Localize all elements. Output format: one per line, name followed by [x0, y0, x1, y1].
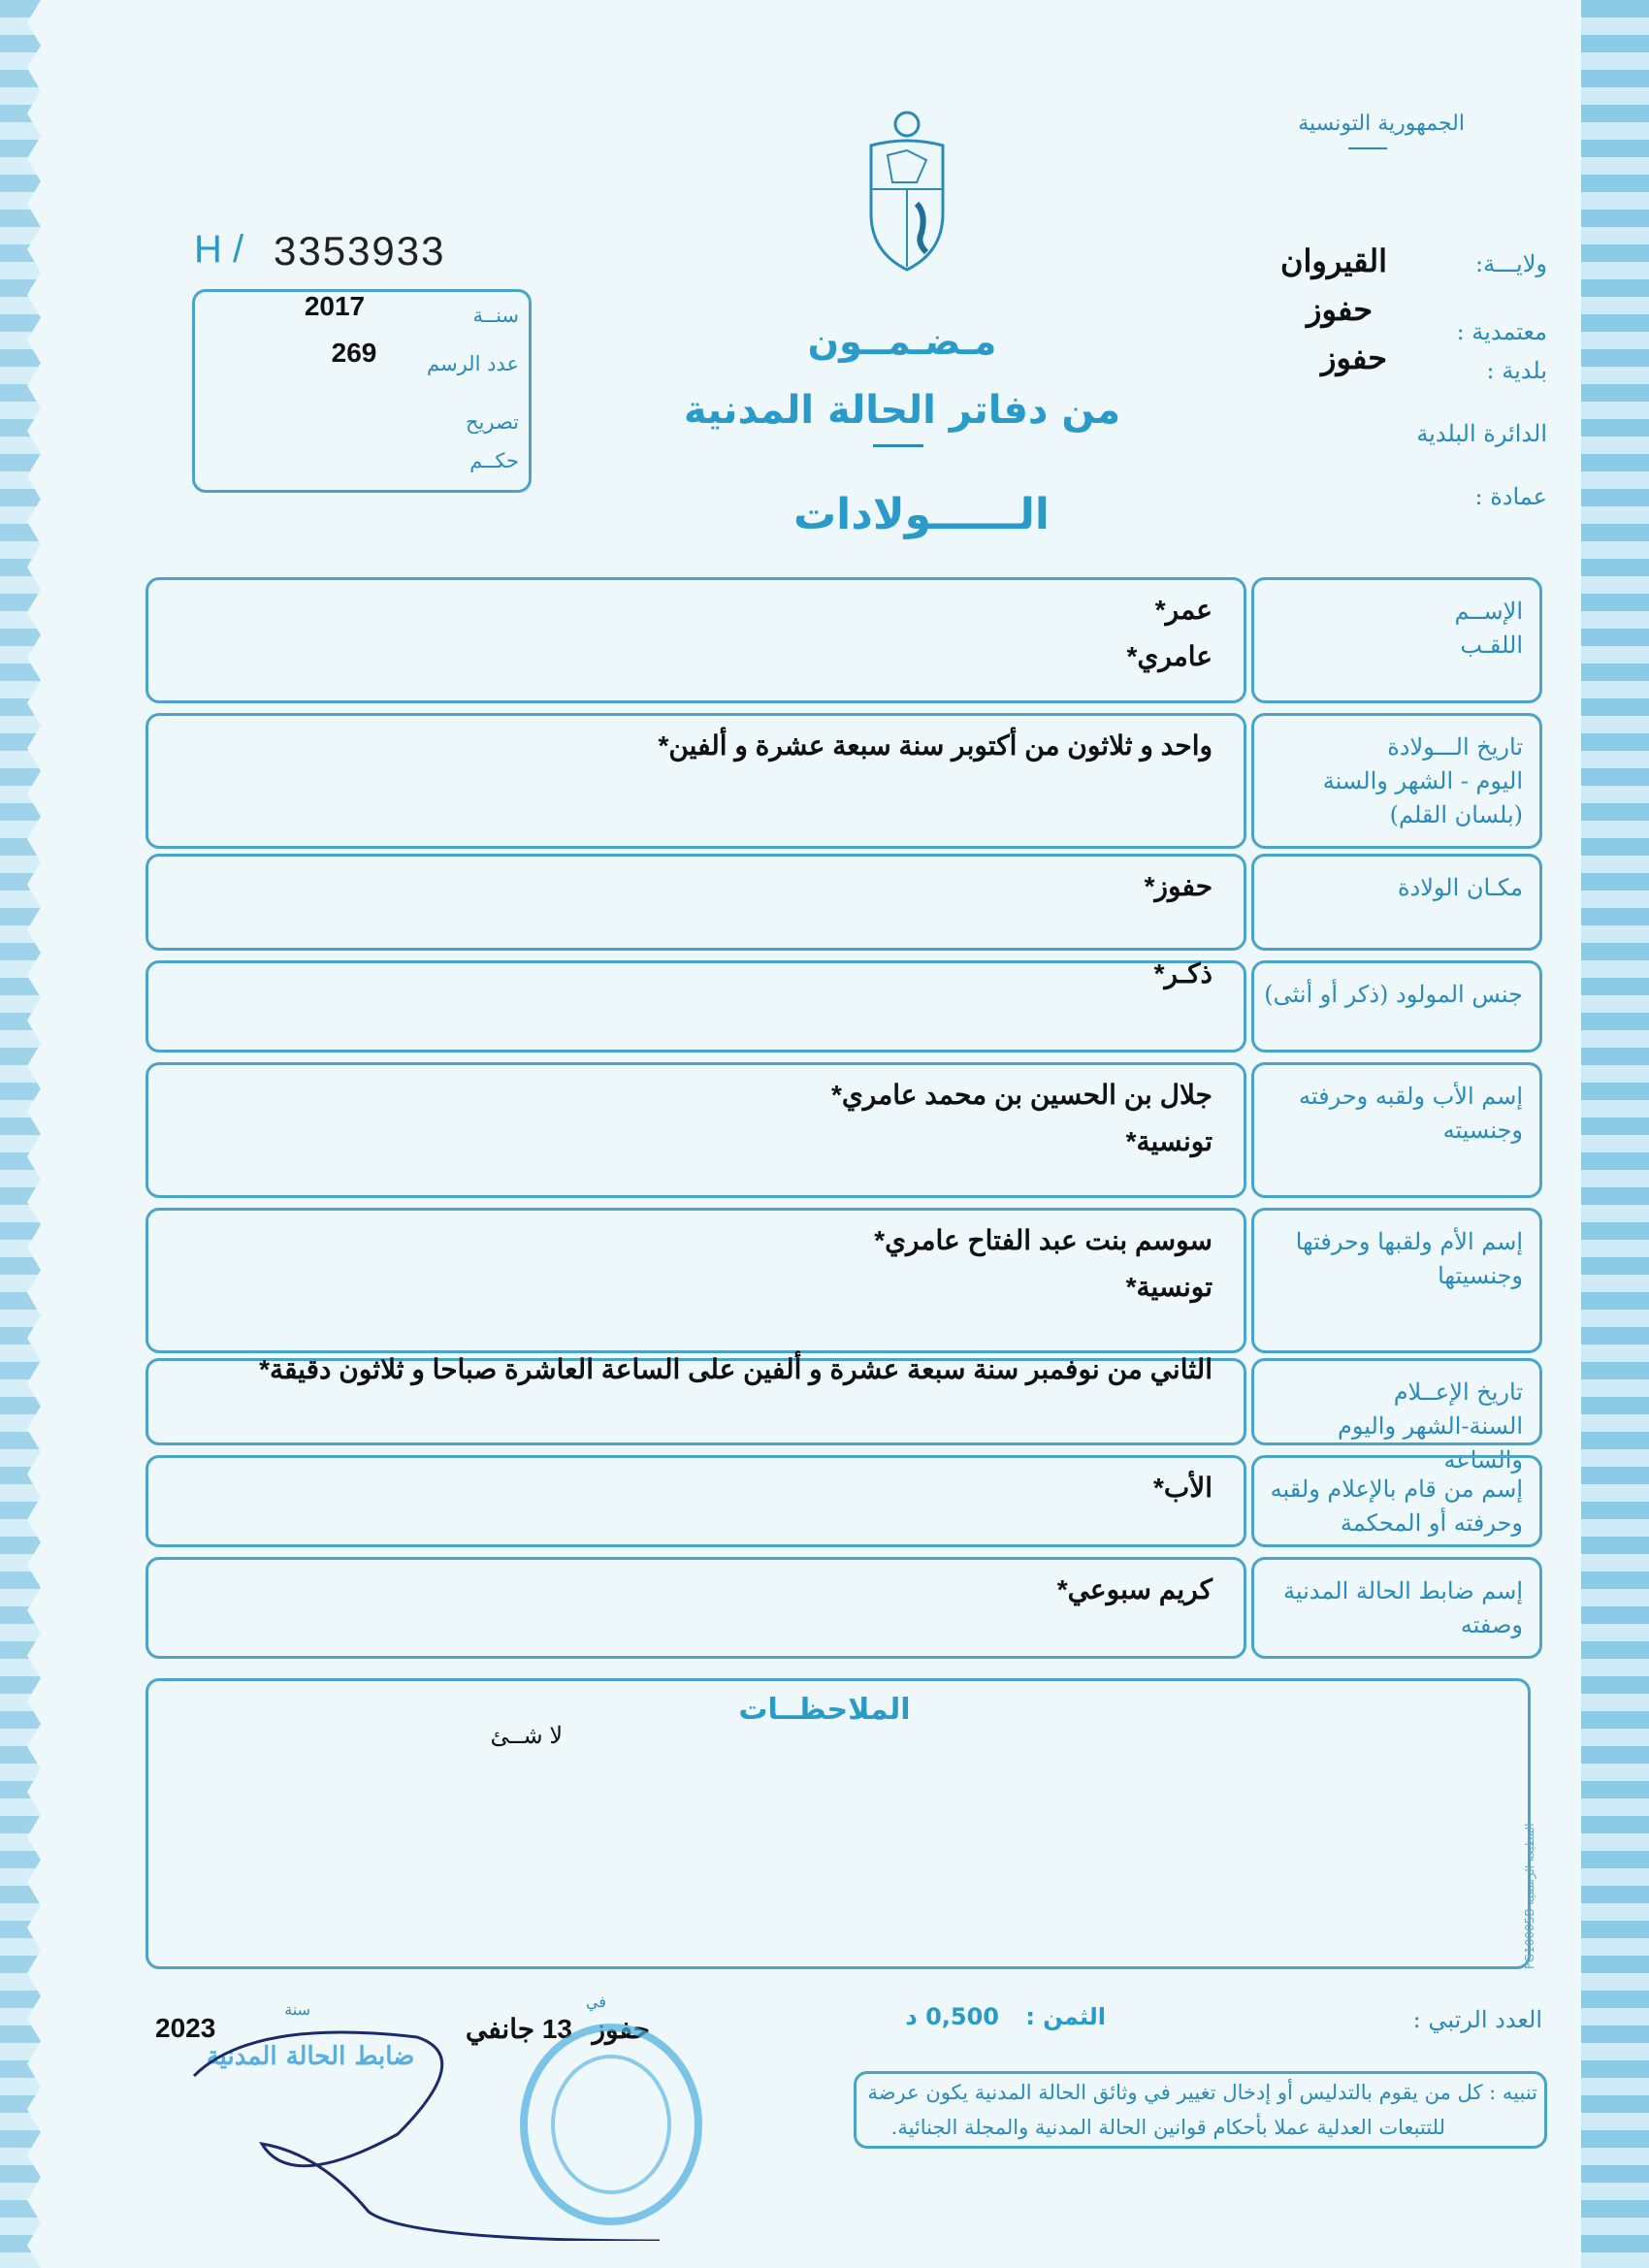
row-label: إسم الأم ولقبها وحرفتها وجنسيتها — [1295, 1228, 1523, 1289]
decorative-border-right — [1581, 0, 1649, 2268]
title-registers: من دفاتر الحالة المدنية — [683, 388, 1121, 433]
register-year: 2017 — [304, 291, 366, 321]
notes-label: الملاحظــات — [738, 1693, 911, 1727]
serial-prefix: H / — [194, 228, 244, 271]
serial-order-label: العدد الرتبي : — [1412, 2006, 1542, 2033]
coat-of-arms-icon — [863, 107, 951, 272]
price-value: 0,500 د — [905, 2003, 999, 2030]
issue-year: 2023 — [155, 2013, 216, 2043]
declaration-label: تصريح — [465, 410, 519, 434]
price-label: الثمن : — [1025, 2003, 1106, 2030]
delegation-value: حفوز — [1307, 292, 1373, 327]
issue-place: حفوز — [592, 2014, 650, 2044]
row-value: كريم سبوعي* — [1056, 1574, 1212, 1604]
row-label: جنس المولود (ذكر أو أنثى) — [1264, 981, 1523, 1008]
issue-date: 13 جانفي — [465, 2014, 572, 2044]
title-births: الــــــولادات — [792, 490, 1051, 539]
row-value: عمر* عامري* — [1126, 595, 1212, 671]
row-label: إسم ضابط الحالة المدنية وصفته — [1283, 1577, 1523, 1638]
municipality-label: بلدية : — [1486, 357, 1547, 384]
row-label: تاريخ الإعــلام السنة-الشهر واليوم والساعة — [1337, 1378, 1523, 1474]
row-value: سوسم بنت عبد الفتاح عامري* تونسية* — [874, 1225, 1212, 1302]
stamp-and-signature — [175, 2018, 718, 2241]
official-stamp-text: ضابط الحالة المدنية — [206, 2042, 415, 2071]
decorative-border-left — [0, 0, 68, 2268]
warning-line-2: للتتبعات العدلية عملا بأحكام قوانين الحالة المدنية والمجلة الجنائية. — [890, 2116, 1445, 2139]
row-value: واحد و ثلاثون من أكتوبر سنة سبعة عشرة و ألفين* — [658, 730, 1212, 761]
title-underline — [873, 444, 923, 447]
row-label: مكـان الولادة — [1397, 874, 1523, 901]
judgment-label: حكــم — [469, 449, 519, 472]
governorate-value: القيروان — [1280, 243, 1387, 278]
act-number: 269 — [331, 338, 377, 368]
register-year-label: سنــة — [472, 304, 519, 327]
sector-label: عمادة : — [1474, 483, 1547, 510]
notes-value: لا شــئ — [490, 1723, 563, 1749]
row-value: ذكـر* — [1153, 958, 1212, 988]
row-label: إسم الأب ولقبه وحرفته وجنسيته — [1299, 1083, 1523, 1144]
row-label: الإســم اللقـب — [1454, 598, 1523, 659]
serial-number: 3353933 — [274, 228, 446, 274]
title-extract: مـضـمــون — [807, 320, 997, 363]
year-label: سنة — [284, 2000, 310, 2019]
governorate-label: ولايـــة: — [1474, 250, 1547, 277]
row-label: إسم من قام بالإعلام ولقبه وحرفته أو المحكمة — [1270, 1475, 1523, 1537]
row-value: جلال بن الحسين بن محمد عامري* تونسية* — [830, 1080, 1212, 1156]
district-label: الدائرة البلدية — [1416, 420, 1547, 447]
divider — [1348, 147, 1387, 149]
printer-mark: المطبعة الرسمية FG10005B — [1523, 1823, 1536, 1969]
row-label: تاريخ الـــولادة اليوم - الشهر والسنة (بلسان القلم) — [1322, 733, 1523, 828]
republic-label: الجمهورية التونسية — [1298, 112, 1465, 136]
in-label: في — [586, 1993, 606, 2011]
row-value: الثاني من نوفمبر سنة سبعة عشرة و ألفين على الساعة العاشرة صباحا و ثلاثون دقيقة* — [259, 1354, 1212, 1384]
municipality-value: حفوز — [1321, 340, 1387, 375]
delegation-label: معتمدية : — [1456, 318, 1547, 345]
act-number-label: عدد الرسم — [427, 352, 519, 375]
row-value: حفوز* — [1144, 871, 1212, 901]
row-value: الأب* — [1152, 1473, 1212, 1503]
warning-line-1: تنبيه : كل من يقوم بالتدليس أو إدخال تغيير في وثائق الحالة المدنية يكون عرضة — [867, 2081, 1537, 2104]
